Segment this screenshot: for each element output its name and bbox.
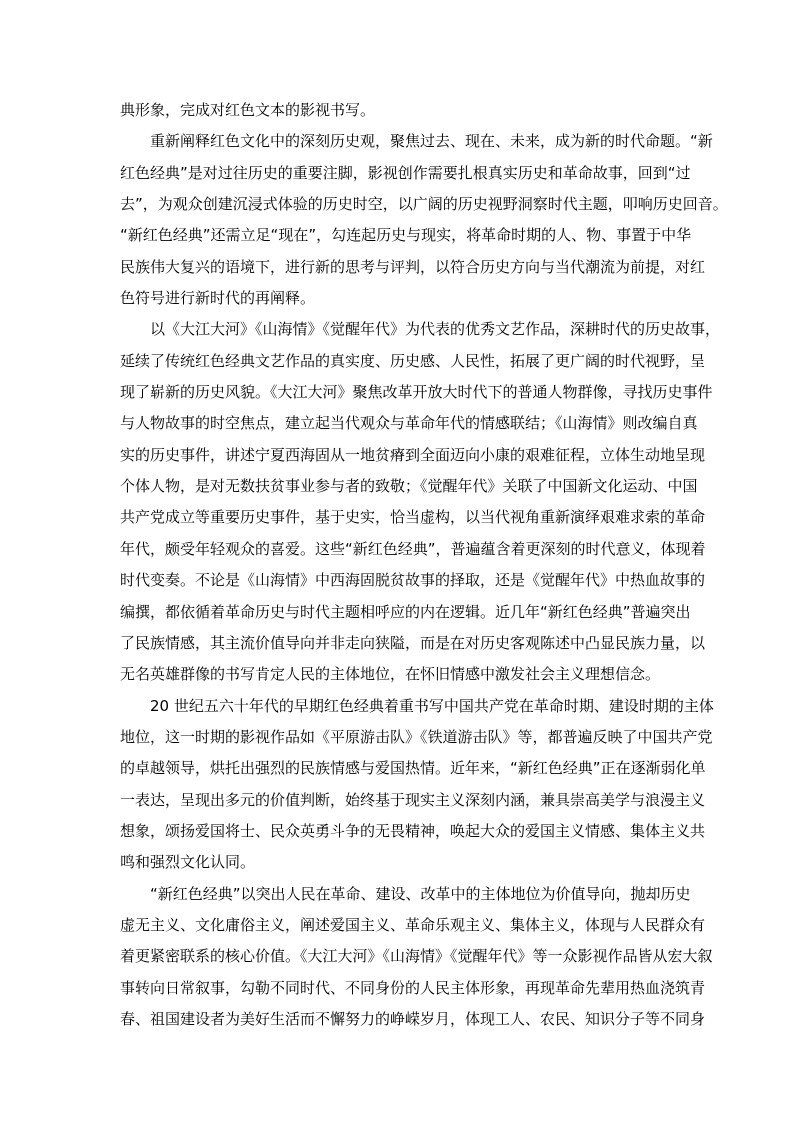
text-line: 民族伟大复兴的语境下，进行新的思考与评判，以符合历史方向与当代潮流为前提，对红 [120, 257, 706, 276]
text-line: 春、祖国建设者为美好生活而不懈努力的峥嵘岁月，体现工人、农民、知识分子等不同身 [120, 1009, 706, 1028]
text-line: 延续了传统红色经典文艺作品的真实度、历史感、人民性，拓展了更广阔的时代视野，呈 [120, 351, 706, 370]
text-line: 地位，这一时期的影视作品如《平原游击队》《铁道游击队》等，都普遍反映了中国共产党 [120, 727, 713, 746]
text-line: 去”，为观众创建沉浸式体验的历史时空，以广阔的历史视野洞察时代主题，叩响历史回音。 [120, 195, 728, 214]
text-line: 以《大江大河》《山海情》《觉醒年代》为代表的优秀文艺作品，深耕时代的历史故事， [150, 320, 721, 339]
text-line: 典形象，完成对红色文本的影视书写。 [120, 101, 376, 119]
document-page [120, 95, 728, 1035]
text-line: 无名英雄群像的书写肯定人民的主体地位，在怀旧情感中激发社会主义理想信念。 [120, 665, 661, 684]
text-line: 虚无主义、文化庸俗主义，阐述爱国主义、革命乐观主义、集体主义，体现与人民群众有 [120, 915, 706, 934]
text-line: 鸣和强烈文化认同。 [120, 853, 256, 872]
paragraph-early-classics [120, 691, 714, 879]
paragraph-continuation [120, 95, 676, 126]
text-line: 色符号进行新时代的再阐释。 [120, 289, 316, 308]
text-line: 编撰，都依循着革命历史与时代主题相呼应的内在逻辑。近几年“新红色经典”普遍突出 [120, 602, 691, 621]
text-line: 事转向日常叙事，勾勒不同时代、不同身份的人民主体形象，再现革命先辈用热血浇筑青 [120, 978, 706, 997]
paragraph-works-examples [120, 314, 721, 690]
text-line: “新红色经典”以突出人民在革命、建设、改革中的主体地位为价值导向，抛却历史 [150, 884, 691, 903]
text-line: 共产党成立等重要历史事件，基于史实，恰当虚构，以当代视角重新演绎艰难求索的革命 [120, 508, 706, 527]
text-line: 一表达，呈现出多元的价值判断，始终基于现实主义深刻内涵，兼具崇高美学与浪漫主义 [120, 790, 706, 809]
text-line: 与人物故事的时空焦点，建立起当代观众与革命年代的情感联结；《山海情》则改编自真 [120, 414, 698, 433]
text-line: 年代，颇受年轻观众的喜爱。这些“新红色经典”，普遍蕴含着更深刻的时代意义，体现着 [120, 539, 706, 558]
text-line: 的卓越领导，烘托出强烈的民族情感与爱国热情。近年来，“新红色经典”正在逐渐弱化单 [120, 759, 706, 778]
text-line: 实的历史事件，讲述宁夏西海固从一地贫瘠到全面迈向小康的艰难征程，立体生动地呈现 [120, 445, 706, 464]
text-line: 了民族情感，其主流价值导向并非走向狭隘，而是在对历史客观陈述中凸显民族力量，以 [120, 633, 706, 652]
text-line: 红色经典”是对过往历史的重要注脚，影视创作需要扎根真实历史和革命故事，回到“过 [120, 163, 691, 182]
text-line: 着更紧密联系的核心价值。《大江大河》《山海情》《觉醒年代》等一众影视作品皆从宏大叙 [120, 947, 713, 966]
text-line: 现了崭新的历史风貌。《大江大河》聚焦改革开放大时代下的普通人物群像，寻找历史事件 [120, 383, 713, 402]
paragraph-reinterpretation [120, 126, 728, 314]
text-line: 20 世纪五六十年代的早期红色经典着重书写中国共产党在革命时期、建设时期的主体 [150, 696, 714, 715]
paragraph-people-centered [120, 879, 713, 1036]
text-line: 个体人物，是对无数扶贫事业参与者的致敬；《觉醒年代》关联了中国新文化运动、中国 [120, 477, 698, 496]
text-line: 时代变奏。不论是《山海情》中西海固脱贫故事的择取，还是《觉醒年代》中热血故事的 [120, 571, 706, 590]
text-line: “新红色经典”还需立足“现在”，勾连起历史与现实，将革命时期的人、物、事置于中华 [120, 226, 692, 245]
text-line: 想象，颂扬爱国将士、民众英勇斗争的无畏精神，唤起大众的爱国主义情感、集体主义共 [120, 821, 706, 840]
text-line: 重新阐释红色文化中的深刻历史观，聚焦过去、现在、未来，成为新的时代命题。“新 [150, 132, 713, 151]
